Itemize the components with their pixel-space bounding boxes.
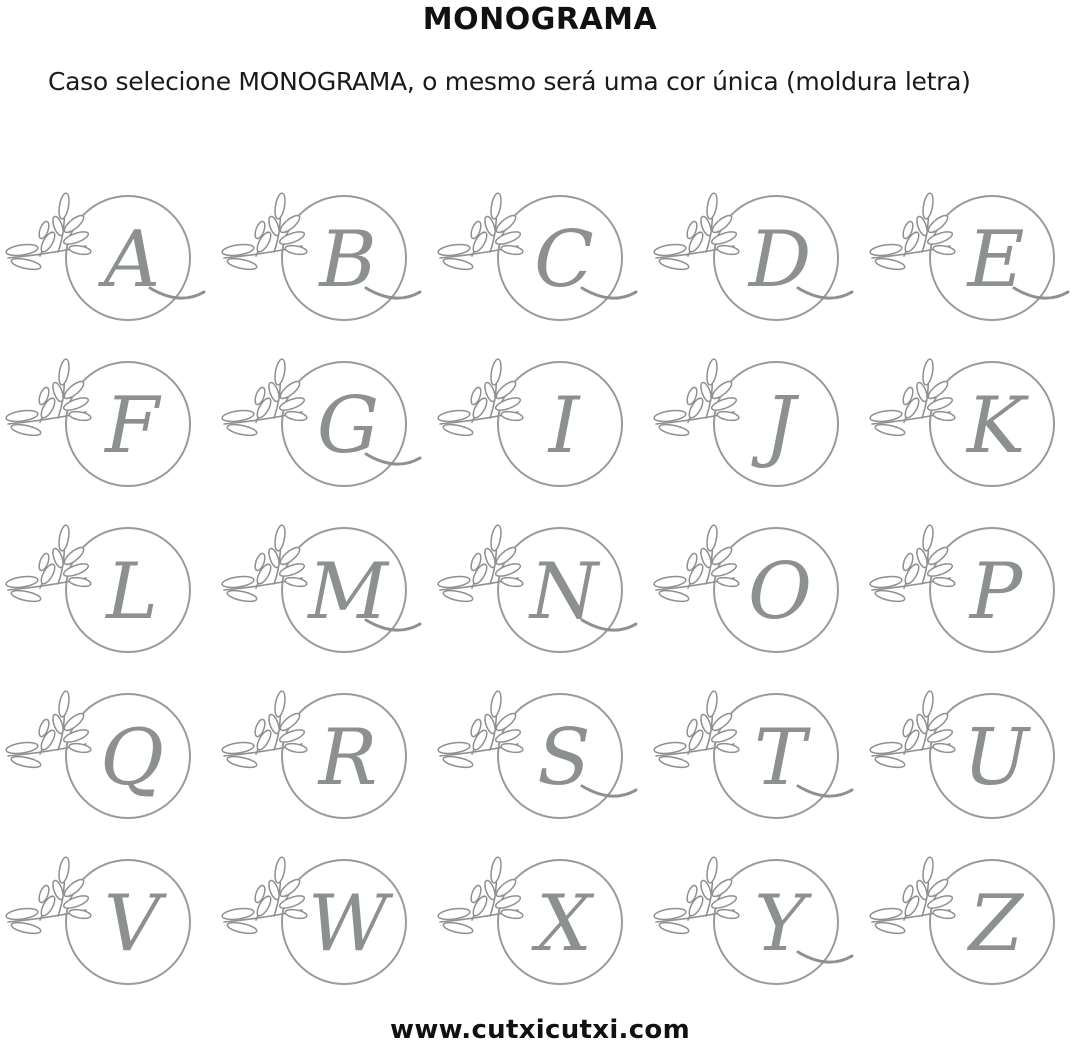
leaf-shape: [57, 358, 70, 385]
leaf-shape: [10, 920, 41, 935]
monogram-letter: U: [963, 713, 1029, 803]
leaf-shape: [705, 690, 718, 717]
leaf-shape: [284, 410, 307, 422]
website-footer: www.cutxicutxi.com: [390, 1015, 690, 1045]
monogram-graphic: [648, 844, 864, 1010]
monogram-p: [864, 512, 1080, 678]
leaf-sprig-icon: [437, 856, 523, 935]
leaf-shape: [226, 422, 257, 437]
monogram-graphic: [432, 844, 648, 1010]
monogram-letter: R: [318, 713, 378, 803]
leaf-shape: [226, 588, 257, 603]
monogram-w: [216, 844, 432, 1010]
leaf-shape: [658, 588, 689, 603]
leaf-sprig-icon: [5, 192, 91, 271]
leaf-shape: [921, 690, 934, 717]
monogram-d: [648, 180, 864, 346]
leaf-shape: [874, 754, 905, 769]
monogram-a: [0, 180, 216, 346]
leaf-shape: [658, 256, 689, 271]
leaf-shape: [874, 256, 905, 271]
leaf-shape: [874, 920, 905, 935]
leaf-shape: [716, 244, 739, 256]
leaf-shape: [57, 524, 70, 551]
leaf-shape: [921, 856, 934, 883]
letter-swash: [798, 952, 852, 962]
monogram-graphic: [432, 678, 648, 844]
monogram-letter: V: [103, 879, 161, 969]
leaf-shape: [932, 410, 955, 422]
leaf-shape: [716, 908, 739, 920]
monogram-g: [216, 346, 432, 512]
monogram-graphic: [216, 180, 432, 346]
leaf-shape: [716, 742, 739, 754]
leaf-shape: [500, 410, 523, 422]
leaf-shape: [705, 856, 718, 883]
leaf-shape: [284, 908, 307, 920]
leaf-shape: [874, 588, 905, 603]
leaf-sprig-icon: [221, 856, 307, 935]
leaf-shape: [921, 192, 934, 219]
monogram-letter: D: [748, 215, 812, 305]
leaf-sprig-icon: [869, 524, 955, 603]
monogram-j: [648, 346, 864, 512]
leaf-shape: [716, 576, 739, 588]
monogram-letter: N: [529, 547, 599, 637]
monogram-letter: K: [966, 381, 1026, 471]
leaf-shape: [284, 244, 307, 256]
monogram-graphic: [0, 844, 216, 1010]
monogram-m: [216, 512, 432, 678]
leaf-shape: [658, 920, 689, 935]
leaf-sprig-icon: [221, 192, 307, 271]
monogram-letter: P: [969, 547, 1023, 637]
monogram-letter: L: [106, 547, 158, 637]
monogram-letter: F: [104, 381, 160, 471]
monogram-graphic: [216, 678, 432, 844]
leaf-sprig-icon: [869, 856, 955, 935]
monogram-letter: W: [307, 879, 389, 969]
monogram-n: [432, 512, 648, 678]
monogram-graphic: [216, 512, 432, 678]
leaf-shape: [57, 192, 70, 219]
leaf-sprig-icon: [869, 192, 955, 271]
monogram-letter: M: [308, 547, 388, 637]
monogram-o: [648, 512, 864, 678]
monogram-c: [432, 180, 648, 346]
leaf-shape: [68, 244, 91, 256]
leaf-shape: [226, 256, 257, 271]
monogram-graphic: [864, 844, 1080, 1010]
monogram-letter: G: [316, 381, 380, 471]
leaf-shape: [273, 856, 286, 883]
leaf-sprig-icon: [869, 690, 955, 769]
leaf-shape: [658, 422, 689, 437]
leaf-shape: [68, 742, 91, 754]
leaf-shape: [874, 422, 905, 437]
page-title: MONOGRAMA: [422, 2, 658, 37]
leaf-shape: [932, 244, 955, 256]
monogram-u: [864, 678, 1080, 844]
monogram-letter: Y: [754, 879, 806, 969]
monogram-graphic: [648, 512, 864, 678]
monogram-x: [432, 844, 648, 1010]
leaf-shape: [10, 754, 41, 769]
leaf-sprig-icon: [437, 358, 523, 437]
leaf-sprig-icon: [5, 690, 91, 769]
leaf-shape: [932, 576, 955, 588]
monogram-letter: C: [534, 215, 594, 305]
monogram-y: [648, 844, 864, 1010]
monogram-q: [0, 678, 216, 844]
leaf-shape: [932, 908, 955, 920]
monogram-z: [864, 844, 1080, 1010]
monogram-r: [216, 678, 432, 844]
leaf-shape: [489, 192, 502, 219]
leaf-shape: [442, 588, 473, 603]
monogram-letter: X: [536, 879, 592, 969]
monogram-graphic: [0, 346, 216, 512]
leaf-shape: [500, 576, 523, 588]
leaf-shape: [442, 256, 473, 271]
leaf-shape: [921, 524, 934, 551]
leaf-shape: [489, 690, 502, 717]
leaf-shape: [489, 524, 502, 551]
leaf-sprig-icon: [653, 358, 739, 437]
leaf-sprig-icon: [869, 358, 955, 437]
leaf-shape: [273, 690, 286, 717]
monogram-v: [0, 844, 216, 1010]
leaf-shape: [705, 524, 718, 551]
leaf-shape: [705, 358, 718, 385]
monogram-letter: E: [967, 215, 1025, 305]
leaf-shape: [705, 192, 718, 219]
leaf-shape: [68, 908, 91, 920]
monogram-graphic: [432, 512, 648, 678]
leaf-sprig-icon: [653, 856, 739, 935]
leaf-sprig-icon: [437, 690, 523, 769]
leaf-shape: [10, 588, 41, 603]
monogram-graphic: [0, 512, 216, 678]
monogram-letter: J: [764, 381, 796, 471]
leaf-shape: [57, 856, 70, 883]
monogram-graphic: [216, 346, 432, 512]
monogram-f: [0, 346, 216, 512]
monogram-graphic: [648, 180, 864, 346]
leaf-shape: [226, 920, 257, 935]
monogram-graphic: [432, 180, 648, 346]
leaf-shape: [442, 920, 473, 935]
leaf-shape: [442, 754, 473, 769]
leaf-sprig-icon: [221, 690, 307, 769]
leaf-shape: [284, 576, 307, 588]
leaf-shape: [658, 754, 689, 769]
leaf-sprig-icon: [653, 192, 739, 271]
monogram-graphic: [864, 180, 1080, 346]
leaf-sprig-icon: [5, 358, 91, 437]
monogram-graphic: [648, 678, 864, 844]
monogram-letter: O: [748, 547, 812, 637]
monogram-letter: A: [103, 215, 161, 305]
monogram-graphic: [432, 346, 648, 512]
monogram-grid: [0, 180, 1080, 1010]
leaf-sprig-icon: [5, 524, 91, 603]
monogram-letter: I: [548, 381, 580, 471]
leaf-shape: [442, 422, 473, 437]
monogram-b: [216, 180, 432, 346]
leaf-sprig-icon: [221, 524, 307, 603]
monogram-graphic: [864, 678, 1080, 844]
monogram-t: [648, 678, 864, 844]
monogram-k: [864, 346, 1080, 512]
monogram-letter: B: [319, 215, 377, 305]
leaf-shape: [68, 410, 91, 422]
leaf-sprig-icon: [653, 524, 739, 603]
leaf-shape: [57, 690, 70, 717]
leaf-sprig-icon: [5, 856, 91, 935]
monogram-letter: Q: [100, 713, 164, 803]
leaf-shape: [284, 742, 307, 754]
monogram-graphic: [0, 180, 216, 346]
leaf-sprig-icon: [437, 524, 523, 603]
monogram-s: [432, 678, 648, 844]
leaf-shape: [500, 742, 523, 754]
page-subtitle: Caso selecione MONOGRAMA, o mesmo será uma cor única (moldura letra): [48, 67, 971, 96]
leaf-shape: [10, 422, 41, 437]
leaf-shape: [273, 358, 286, 385]
monogram-graphic: [648, 346, 864, 512]
leaf-shape: [500, 908, 523, 920]
leaf-shape: [489, 358, 502, 385]
monogram-graphic: [0, 678, 216, 844]
leaf-sprig-icon: [437, 192, 523, 271]
leaf-shape: [489, 856, 502, 883]
leaf-shape: [500, 244, 523, 256]
leaf-shape: [273, 524, 286, 551]
leaf-shape: [68, 576, 91, 588]
leaf-shape: [932, 742, 955, 754]
leaf-shape: [10, 256, 41, 271]
leaf-shape: [716, 410, 739, 422]
monogram-letter: S: [537, 713, 591, 803]
leaf-shape: [226, 754, 257, 769]
letter-swash: [798, 786, 852, 796]
monogram-graphic: [864, 512, 1080, 678]
monogram-graphic: [864, 346, 1080, 512]
monogram-i: [432, 346, 648, 512]
leaf-shape: [273, 192, 286, 219]
monogram-letter: T: [753, 713, 807, 803]
leaf-sprig-icon: [653, 690, 739, 769]
monogram-graphic: [216, 844, 432, 1010]
monogram-l: [0, 512, 216, 678]
monogram-letter: Z: [968, 879, 1024, 969]
leaf-sprig-icon: [221, 358, 307, 437]
leaf-shape: [921, 358, 934, 385]
monogram-e: [864, 180, 1080, 346]
